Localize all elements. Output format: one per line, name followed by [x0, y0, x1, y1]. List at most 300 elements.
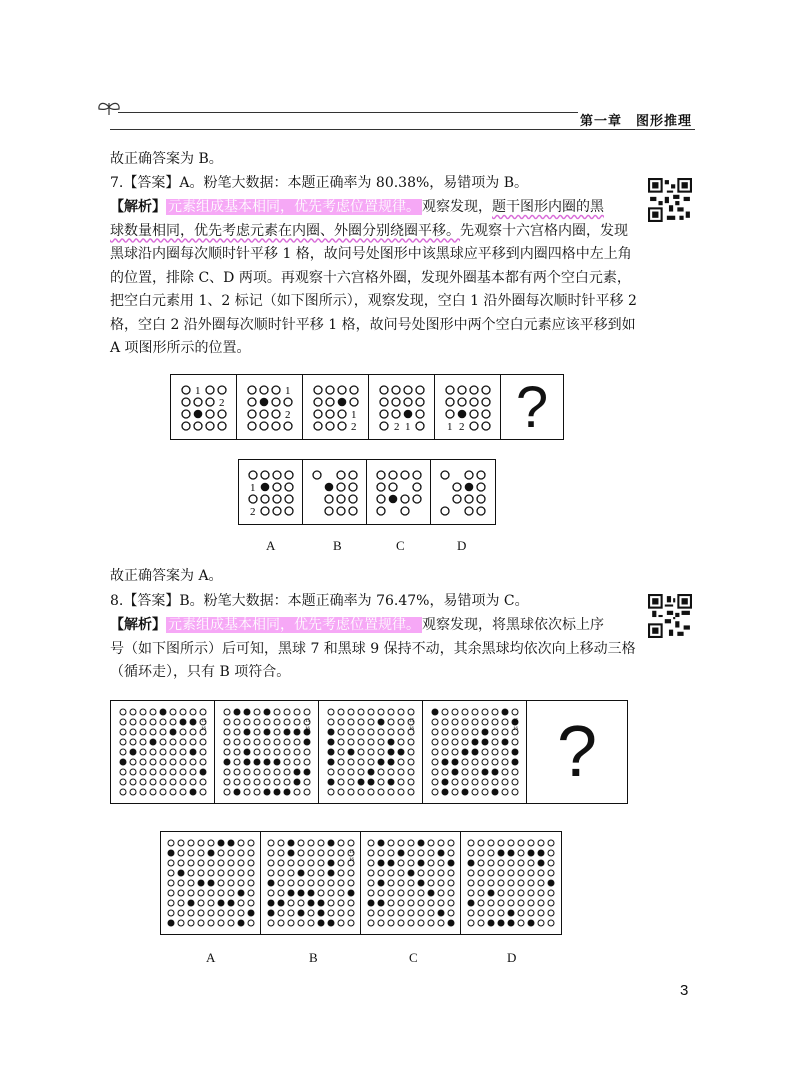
q7-text-6: 格，空白 2 沿外圈每次顺时针平移 1 格，故问号处图形中两个空白元素应该平移到如 [110, 316, 636, 333]
black-ball [264, 789, 270, 795]
white-ball [198, 870, 204, 876]
white-ball [328, 769, 334, 775]
white-ball [478, 850, 484, 856]
white-ball [248, 850, 254, 856]
ball-number-label: 16 [512, 727, 518, 732]
white-ball [438, 840, 444, 846]
q7-mark-1: 1 [404, 421, 410, 433]
white-ball [328, 910, 334, 916]
white-ball [492, 779, 498, 785]
black-ball [388, 749, 394, 755]
white-ball [502, 769, 508, 775]
white-ball [304, 709, 310, 715]
ball-number-label: 15 [512, 719, 518, 724]
white-ball [468, 880, 474, 886]
white-ball [188, 920, 194, 926]
white-ball [338, 789, 344, 795]
leaf-icon [96, 97, 122, 119]
white-ball [264, 779, 270, 785]
white-ball [278, 860, 284, 866]
black-ball [378, 880, 384, 886]
white-ball [248, 870, 254, 876]
white-ball [398, 759, 404, 765]
white-ball [224, 749, 230, 755]
white-ball [498, 860, 504, 866]
black-ball [538, 860, 544, 866]
white-ball [388, 880, 394, 886]
black-ball [438, 850, 444, 856]
white-ball [408, 880, 414, 886]
white-ball [368, 719, 374, 725]
q7-text-2: 先观察十六宫格内圈，发现 [460, 222, 628, 239]
white-ball [208, 920, 214, 926]
black-ball [244, 749, 250, 755]
white-ball [528, 880, 534, 886]
white-ball [170, 749, 176, 755]
white-ball [200, 759, 206, 765]
black-ball [502, 709, 508, 715]
white-ball [508, 880, 514, 886]
black-ball [502, 739, 508, 745]
white-ball [180, 739, 186, 745]
white-ball [178, 860, 184, 866]
white-ball [432, 749, 438, 755]
q7-option-c[interactable] [367, 460, 431, 524]
white-ball [398, 789, 404, 795]
white-ball [378, 890, 384, 896]
white-ball [294, 759, 300, 765]
white-ball [548, 870, 554, 876]
white-ball [528, 870, 534, 876]
white-ball [318, 860, 324, 866]
white-ball [348, 729, 354, 735]
white-ball [492, 749, 498, 755]
ball-number-label: 15 [200, 719, 206, 724]
q7-option-label-d: D [457, 538, 467, 553]
black-ball [298, 910, 304, 916]
white-ball [502, 759, 508, 765]
white-ball [188, 910, 194, 916]
white-ball [408, 920, 414, 926]
black-ball [130, 749, 136, 755]
black-ball [200, 769, 206, 775]
white-ball [438, 870, 444, 876]
white-ball [378, 870, 384, 876]
white-ball [190, 729, 196, 735]
white-ball [478, 870, 484, 876]
q7-panel-question [501, 375, 563, 439]
white-ball [428, 860, 434, 866]
white-ball [120, 779, 126, 785]
q8-panel-1 [111, 701, 215, 803]
white-ball [518, 840, 524, 846]
white-ball [274, 739, 280, 745]
black-ball [224, 759, 230, 765]
white-ball [478, 920, 484, 926]
white-ball [218, 910, 224, 916]
white-ball [548, 920, 554, 926]
white-ball [368, 860, 374, 866]
white-ball [224, 789, 230, 795]
white-ball [472, 789, 478, 795]
white-ball [328, 789, 334, 795]
white-ball [472, 719, 478, 725]
black-ball [378, 900, 384, 906]
white-ball [120, 729, 126, 735]
white-ball [190, 759, 196, 765]
white-ball [188, 880, 194, 886]
q8-option-b[interactable] [261, 832, 361, 934]
black-ball [238, 890, 244, 896]
white-ball [318, 880, 324, 886]
black-ball [498, 850, 504, 856]
black-ball [264, 759, 270, 765]
white-ball [462, 729, 468, 735]
white-ball [328, 850, 334, 856]
white-ball [378, 789, 384, 795]
black-ball [358, 779, 364, 785]
q7-answer-prefix: 7.【答案】 [110, 175, 180, 191]
black-ball [318, 900, 324, 906]
white-ball [452, 789, 458, 795]
white-ball [388, 910, 394, 916]
black-ball [388, 759, 394, 765]
q8-option-d[interactable] [461, 832, 561, 934]
white-ball [448, 910, 454, 916]
white-ball [140, 759, 146, 765]
black-ball [168, 850, 174, 856]
white-ball [472, 729, 478, 735]
white-ball [338, 840, 344, 846]
white-ball [228, 870, 234, 876]
q8-answer-line [110, 590, 635, 614]
white-ball [538, 900, 544, 906]
black-ball [190, 749, 196, 755]
q8-option-a[interactable] [161, 832, 261, 934]
white-ball [254, 769, 260, 775]
white-ball [468, 920, 474, 926]
white-ball [338, 779, 344, 785]
white-ball [428, 910, 434, 916]
white-ball [368, 789, 374, 795]
q7-mark-1: 1 [249, 482, 255, 494]
white-ball [304, 749, 310, 755]
white-ball [398, 729, 404, 735]
black-ball [308, 890, 314, 896]
white-ball [408, 759, 414, 765]
white-ball [248, 900, 254, 906]
black-ball [488, 920, 494, 926]
white-ball [218, 880, 224, 886]
white-ball [398, 840, 404, 846]
white-ball [234, 779, 240, 785]
white-ball [208, 840, 214, 846]
white-ball [432, 789, 438, 795]
q7-mark-1: 1 [284, 385, 290, 397]
white-ball [378, 769, 384, 775]
black-ball [442, 789, 448, 795]
white-ball [452, 719, 458, 725]
white-ball [248, 890, 254, 896]
white-ball [160, 749, 166, 755]
white-ball [508, 890, 514, 896]
white-ball [180, 759, 186, 765]
white-ball [408, 779, 414, 785]
white-ball [268, 920, 274, 926]
white-ball [418, 870, 424, 876]
black-ball [228, 840, 234, 846]
white-ball [438, 880, 444, 886]
white-ball [168, 840, 174, 846]
black-ball [432, 709, 438, 715]
black-ball [468, 900, 474, 906]
white-ball [388, 729, 394, 735]
white-ball [208, 910, 214, 916]
black-ball [248, 910, 254, 916]
white-ball [318, 870, 324, 876]
white-ball [338, 709, 344, 715]
white-ball [244, 739, 250, 745]
white-ball [388, 709, 394, 715]
white-ball [218, 890, 224, 896]
white-ball [180, 729, 186, 735]
q7-underline-2: 球数量相同，优先考虑元素在内圈、外圈分别绕圈平移。 [110, 222, 460, 239]
white-ball [518, 890, 524, 896]
black-ball [508, 850, 514, 856]
q7-underline-1: 题干图形内圈的黑 [492, 199, 604, 215]
black-ball [378, 840, 384, 846]
white-ball [200, 709, 206, 715]
white-ball [268, 870, 274, 876]
white-ball [368, 870, 374, 876]
white-ball [462, 739, 468, 745]
white-ball [178, 910, 184, 916]
white-ball [238, 850, 244, 856]
white-ball [190, 769, 196, 775]
white-ball [548, 860, 554, 866]
white-ball [160, 759, 166, 765]
white-ball [284, 779, 290, 785]
white-ball [418, 910, 424, 916]
white-ball [168, 900, 174, 906]
black-ball [482, 729, 488, 735]
white-ball [398, 779, 404, 785]
black-ball [244, 759, 250, 765]
white-ball [482, 779, 488, 785]
black-ball [328, 779, 334, 785]
white-ball [228, 920, 234, 926]
white-ball [358, 769, 364, 775]
ball-number-label: 15 [348, 850, 354, 855]
white-ball [538, 880, 544, 886]
white-ball [418, 900, 424, 906]
white-ball [358, 739, 364, 745]
white-ball [338, 729, 344, 735]
white-ball [224, 769, 230, 775]
white-ball [228, 890, 234, 896]
white-ball [492, 709, 498, 715]
white-ball [190, 739, 196, 745]
black-ball [238, 920, 244, 926]
white-ball [328, 890, 334, 896]
q7-text-7: A 项图形所示的位置。 [110, 340, 251, 356]
white-ball [388, 769, 394, 775]
white-ball [348, 840, 354, 846]
white-ball [228, 880, 234, 886]
black-ball [244, 709, 250, 715]
white-ball [438, 920, 444, 926]
q7-answer-line [110, 172, 635, 196]
ball-number-label: 16 [304, 727, 310, 732]
white-ball [308, 870, 314, 876]
white-ball [298, 860, 304, 866]
q7-mark-2: 2 [350, 421, 356, 433]
white-ball [358, 709, 364, 715]
white-ball [130, 719, 136, 725]
white-ball [432, 719, 438, 725]
white-ball [478, 860, 484, 866]
white-ball [432, 769, 438, 775]
black-ball [368, 769, 374, 775]
line-conclusion-q6: 故正确答案为 B。 [110, 151, 223, 167]
white-ball [284, 749, 290, 755]
white-ball [338, 739, 344, 745]
black-ball [274, 789, 280, 795]
white-ball [548, 900, 554, 906]
white-ball [188, 870, 194, 876]
white-ball [378, 850, 384, 856]
white-ball [498, 910, 504, 916]
white-ball [488, 860, 494, 866]
white-ball [130, 789, 136, 795]
white-ball [528, 890, 534, 896]
white-ball [478, 880, 484, 886]
white-ball [472, 769, 478, 775]
black-ball [452, 759, 458, 765]
white-ball [224, 739, 230, 745]
white-ball [274, 749, 280, 755]
white-ball [218, 920, 224, 926]
q8-analysis [110, 614, 638, 685]
white-ball [180, 749, 186, 755]
white-ball [284, 759, 290, 765]
white-ball [548, 910, 554, 916]
black-ball [378, 719, 384, 725]
q7-option-label-b: B [333, 538, 342, 553]
white-ball [140, 709, 146, 715]
white-ball [378, 920, 384, 926]
white-ball [368, 920, 374, 926]
white-ball [428, 880, 434, 886]
q7-text-3: 黑球沿内圈每次顺时针平移 1 格，故问号处图形中该黑球应平移到内圈四格中左上角 [110, 246, 632, 262]
white-ball [238, 860, 244, 866]
black-ball [438, 910, 444, 916]
white-ball [408, 900, 414, 906]
white-ball [502, 729, 508, 735]
q7-option-a[interactable] [239, 460, 303, 524]
white-ball [512, 779, 518, 785]
white-ball [368, 850, 374, 856]
q7-jiexi-label: 【解析】 [110, 199, 166, 215]
white-ball [188, 850, 194, 856]
white-ball [168, 890, 174, 896]
white-ball [512, 789, 518, 795]
white-ball [218, 850, 224, 856]
white-ball [388, 890, 394, 896]
black-ball [208, 880, 214, 886]
white-ball [288, 880, 294, 886]
white-ball [448, 840, 454, 846]
white-ball [388, 850, 394, 856]
white-ball [408, 840, 414, 846]
black-ball [318, 920, 324, 926]
white-ball [150, 779, 156, 785]
white-ball [528, 860, 534, 866]
white-ball [368, 880, 374, 886]
white-ball [274, 769, 280, 775]
q7-option-b[interactable] [303, 460, 367, 524]
white-ball [294, 709, 300, 715]
white-ball [328, 709, 334, 715]
white-ball [408, 890, 414, 896]
white-ball [178, 900, 184, 906]
white-ball [482, 749, 488, 755]
white-ball [448, 890, 454, 896]
white-ball [170, 779, 176, 785]
white-ball [178, 840, 184, 846]
white-ball [268, 890, 274, 896]
qr-code-icon [648, 594, 692, 638]
q8-option-label-a: A [206, 950, 216, 965]
q8-option-label-b: B [309, 950, 318, 965]
white-ball [488, 910, 494, 916]
q8-jiexi-label: 【解析】 [110, 617, 166, 633]
white-ball [170, 709, 176, 715]
black-ball [268, 900, 274, 906]
q8-question-figure [110, 700, 628, 804]
white-ball [284, 739, 290, 745]
white-ball [408, 769, 414, 775]
white-ball [228, 860, 234, 866]
q7-conclusion: 故正确答案为 A。 [110, 568, 223, 584]
black-ball [528, 850, 534, 856]
white-ball [244, 779, 250, 785]
white-ball [498, 870, 504, 876]
white-ball [488, 870, 494, 876]
q8-option-c[interactable] [361, 832, 461, 934]
white-ball [168, 860, 174, 866]
black-ball [472, 739, 478, 745]
white-ball [198, 850, 204, 856]
q7-option-d[interactable] [431, 460, 495, 524]
white-ball [482, 709, 488, 715]
white-ball [518, 870, 524, 876]
white-ball [512, 769, 518, 775]
white-ball [452, 709, 458, 715]
white-ball [200, 779, 206, 785]
white-ball [388, 840, 394, 846]
white-ball [328, 719, 334, 725]
white-ball [398, 709, 404, 715]
q7-option-label-c: C [396, 538, 405, 553]
white-ball [284, 719, 290, 725]
white-ball [170, 769, 176, 775]
white-ball [328, 900, 334, 906]
black-ball [538, 850, 544, 856]
q7-highlight: 元素组成基本相同，优先考虑位置规律。 [168, 199, 420, 215]
white-ball [228, 910, 234, 916]
white-ball [208, 870, 214, 876]
